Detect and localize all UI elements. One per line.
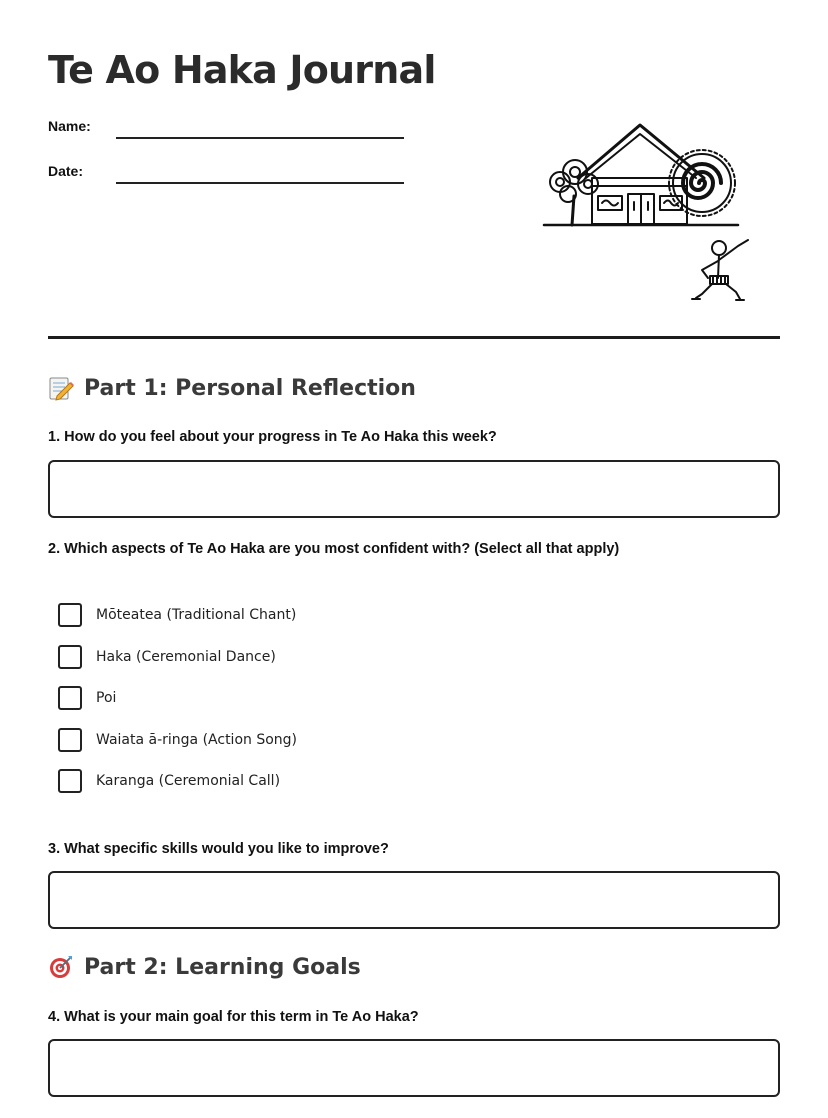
question-4: 4. What is your main goal for this term in Te Ao Haka?: [48, 1009, 419, 1025]
question-1: 1. How do you feel about your progress in Te Ao Haka this week?: [48, 429, 497, 445]
checkbox[interactable]: [58, 686, 82, 710]
wharenui-illustration: [542, 118, 762, 308]
checkbox[interactable]: [58, 645, 82, 669]
option-poi[interactable]: Poi: [58, 686, 458, 710]
option-haka[interactable]: Haka (Ceremonial Dance): [58, 645, 458, 669]
checkbox[interactable]: [58, 769, 82, 793]
question-3: 3. What specific skills would you like to improve?: [48, 841, 389, 857]
option-moteatea[interactable]: Mōteatea (Traditional Chant): [58, 603, 458, 627]
page-title: Te Ao Haka Journal: [48, 48, 436, 92]
section-divider: [48, 336, 780, 339]
part2-heading: Part 2: Learning Goals: [48, 954, 361, 980]
checkbox[interactable]: [58, 728, 82, 752]
name-field[interactable]: [116, 137, 404, 139]
name-label: Name:: [48, 118, 91, 134]
date-field[interactable]: [116, 182, 404, 184]
journal-page: [48, 0, 780, 1118]
option-waiata-a-ringa[interactable]: Waiata ā-ringa (Action Song): [58, 728, 458, 752]
answer-3-input[interactable]: [48, 871, 780, 929]
checkbox[interactable]: [58, 603, 82, 627]
answer-4-input[interactable]: [48, 1039, 780, 1097]
answer-1-input[interactable]: [48, 460, 780, 518]
part1-heading: Part 1: Personal Reflection: [48, 375, 416, 401]
option-karanga[interactable]: Karanga (Ceremonial Call): [58, 769, 458, 793]
memo-pencil-icon: [48, 375, 74, 401]
target-dart-icon: [48, 954, 74, 980]
question-2: 2. Which aspects of Te Ao Haka are you most confident with? (Select all that apply): [48, 541, 620, 557]
date-label: Date:: [48, 163, 84, 179]
